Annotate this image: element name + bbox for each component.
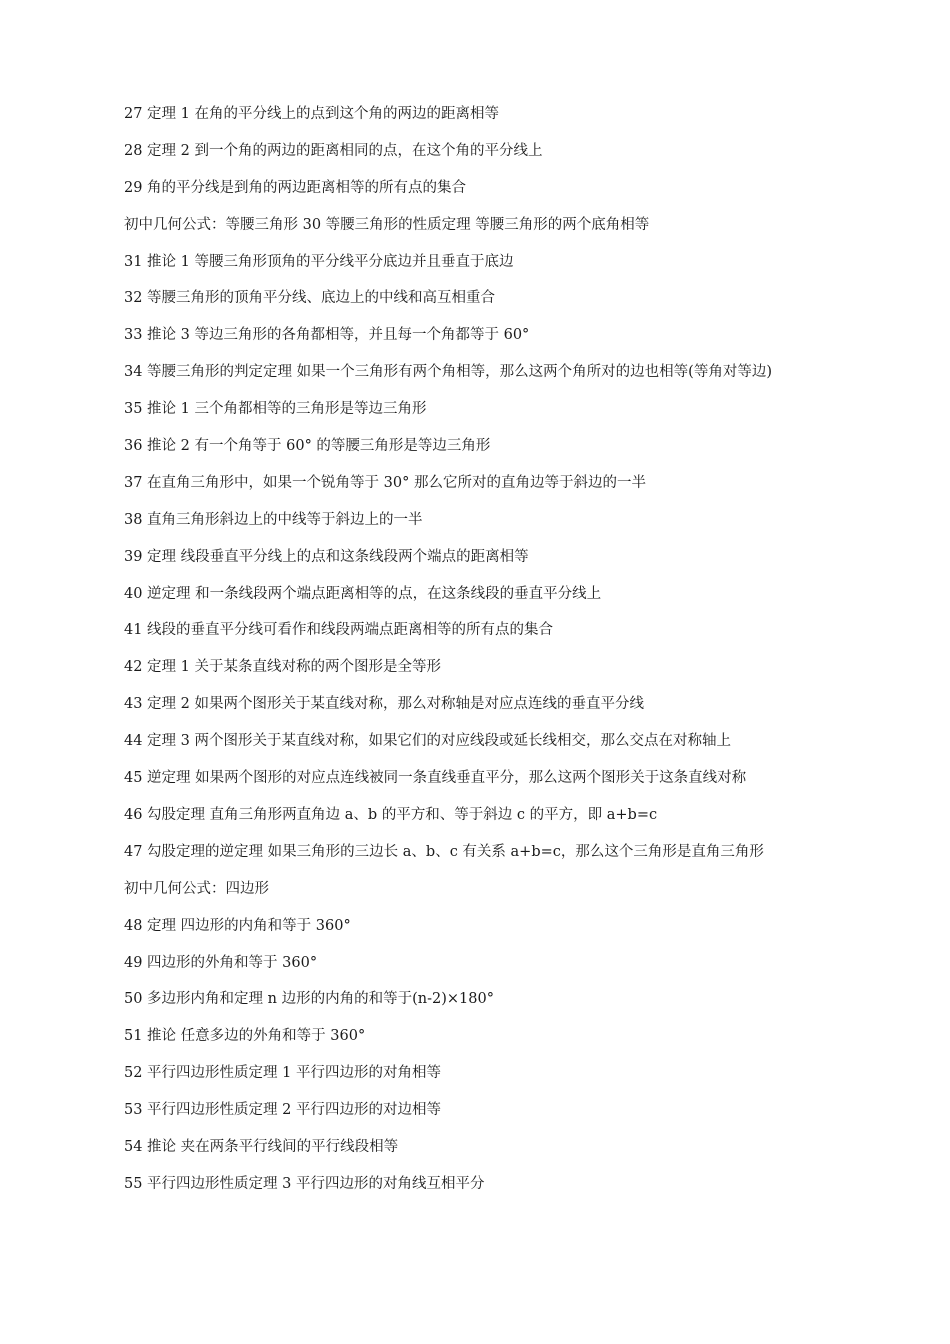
theorem-line-29: 29 角的平分线是到角的两边距离相等的所有点的集合 <box>124 179 467 196</box>
theorem-line-33: 33 推论 3 等边三角形的各角都相等，并且每一个角都等于 60° <box>124 327 530 344</box>
theorem-line-52: 52 平行四边形性质定理 1 平行四边形的对角相等 <box>124 1065 442 1082</box>
theorem-line-34: 34 等腰三角形的判定定理 如果一个三角形有两个角相等，那么这两个角所对的边也相等(等角对等边) <box>124 364 772 381</box>
theorem-line-41: 41 线段的垂直平分线可看作和线段两端点距离相等的所有点的集合 <box>124 622 554 639</box>
theorem-line-53: 53 平行四边形性质定理 2 平行四边形的对边相等 <box>124 1102 442 1119</box>
theorem-line-31: 31 推论 1 等腰三角形顶角的平分线平分底边并且垂直于底边 <box>124 253 514 270</box>
theorem-line-51: 51 推论 任意多边的外角和等于 360° <box>124 1028 366 1045</box>
theorem-line-50: 50 多边形内角和定理 n 边形的内角的和等于(n-2)×180° <box>124 991 494 1008</box>
theorem-line-45: 45 逆定理 如果两个图形的对应点连线被同一条直线垂直平分，那么这两个图形关于这条直线对称 <box>124 770 747 787</box>
theorem-line-46: 46 勾股定理 直角三角形两直角边 a、b 的平方和、等于斜边 c 的平方，即 a+b=c <box>124 806 658 823</box>
theorem-line-39: 39 定理 线段垂直平分线上的点和这条线段两个端点的距离相等 <box>124 548 529 565</box>
theorem-line-32: 32 等腰三角形的顶角平分线、底边上的中线和高互相重合 <box>124 290 496 307</box>
theorem-line-27: 27 定理 1 在角的平分线上的点到这个角的两边的距离相等 <box>124 106 500 122</box>
document-body <box>87 96 867 1203</box>
theorem-line-38: 38 直角三角形斜边上的中线等于斜边上的一半 <box>124 511 423 528</box>
theorem-line-28: 28 定理 2 到一个角的两边的距离相同的点，在这个角的平分线上 <box>124 142 543 159</box>
theorem-line-48: 48 定理 四边形的内角和等于 360° <box>124 917 351 934</box>
theorem-line-47: 47 勾股定理的逆定理 如果三角形的三边长 a、b、c 有关系 a+b=c，那么这个三角形是直角三角形 <box>124 843 764 860</box>
theorem-line-44: 44 定理 3 两个图形关于某直线对称，如果它们的对应线段或延长线相交，那么交点在对称轴上 <box>124 733 731 750</box>
theorem-line-42: 42 定理 1 关于某条直线对称的两个图形是全等形 <box>124 659 442 676</box>
theorem-line-54: 54 推论 夹在两条平行线间的平行线段相等 <box>124 1138 399 1155</box>
theorem-line-43: 43 定理 2 如果两个图形关于某直线对称，那么对称轴是对应点连线的垂直平分线 <box>124 696 645 713</box>
theorem-line-55: 55 平行四边形性质定理 3 平行四边形的对角线互相平分 <box>124 1175 485 1192</box>
theorem-line-37: 37 在直角三角形中，如果一个锐角等于 30° 那么它所对的直角边等于斜边的一半 <box>124 474 646 491</box>
theorem-line-49: 49 四边形的外角和等于 360° <box>124 954 318 971</box>
section-heading-isosceles: 初中几何公式：等腰三角形 30 等腰三角形的性质定理 等腰三角形的两个底角相等 <box>124 216 650 233</box>
theorem-line-36: 36 推论 2 有一个角等于 60° 的等腰三角形是等边三角形 <box>124 438 491 455</box>
section-heading-quadrilateral: 初中几何公式：四边形 <box>124 880 269 897</box>
theorem-line-35: 35 推论 1 三个角都相等的三角形是等边三角形 <box>124 401 427 418</box>
theorem-line-40: 40 逆定理 和一条线段两个端点距离相等的点，在这条线段的垂直平分线上 <box>124 585 602 602</box>
